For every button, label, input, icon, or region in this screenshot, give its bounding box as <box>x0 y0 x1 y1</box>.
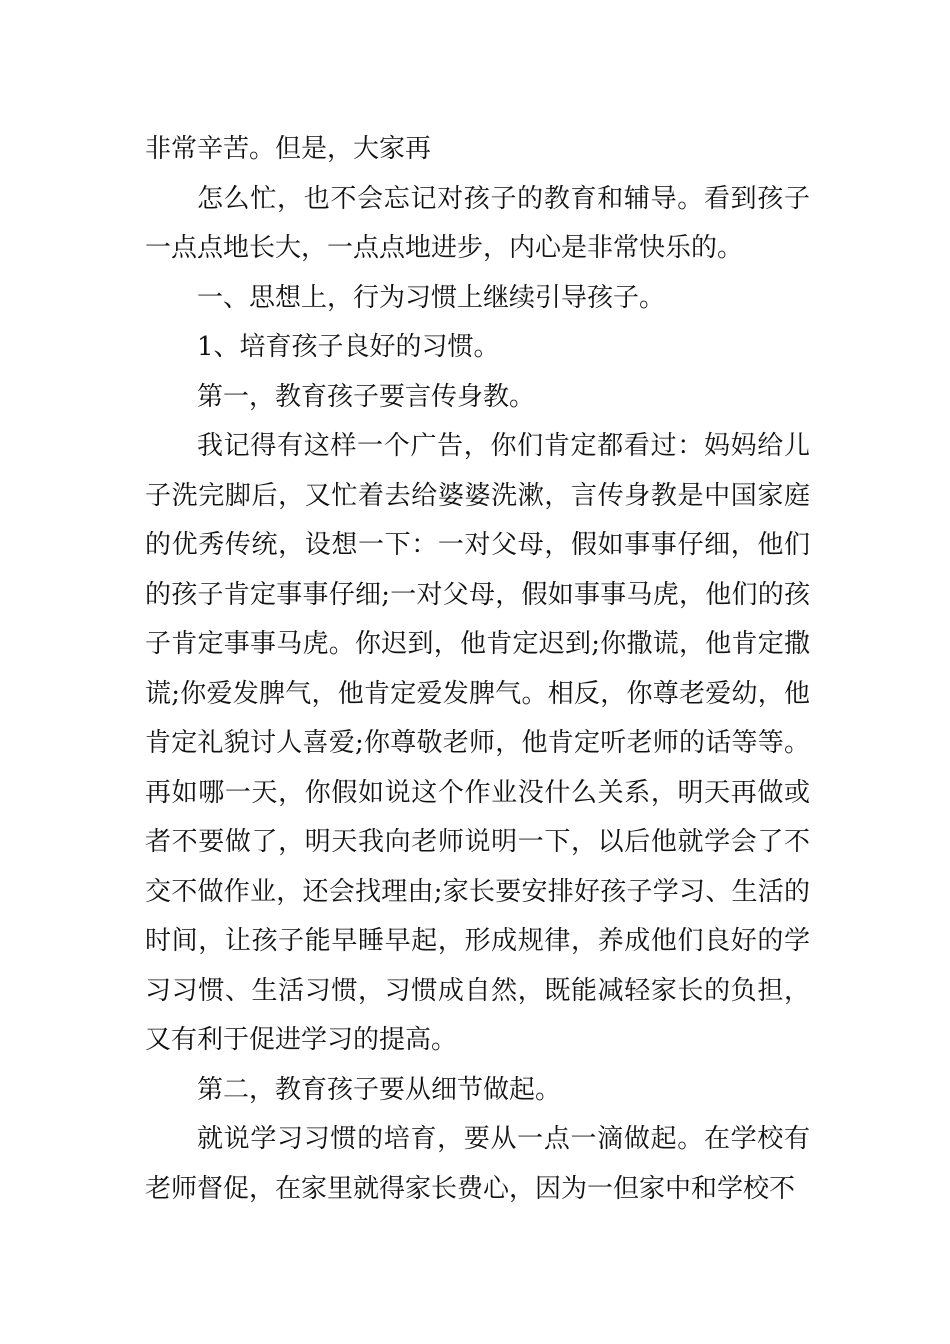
subsection-heading: 1、培育孩子良好的习惯。 <box>197 332 500 362</box>
body-text <box>145 125 810 1214</box>
point-heading: 第一，教育孩子要言传身教。 <box>197 381 536 412</box>
section-heading: 一、思想上，行为习惯上继续引导孩子。 <box>197 282 666 313</box>
paragraph: 我记得有这样一个广告，你们肯定都看过：妈妈给儿子洗完脚后，又忙着去给婆婆洗漱，言传身教是中国家庭的优秀传统，设想一下：一对父母，假如事事仔细，他们的孩子肯定事事仔细;一对父母，假如事事马虎，他们的孩子肯定事事马虎。你迟到，他肯定迟到;你撒谎，他肯定撒谎;你爱发脾气，他肯定爱发脾气。相反，你尊老爱幼，他肯定礼貌讨人喜爱;你尊敬老师，他肯定听老师的话等等。再如哪一天，你假如说这个作业没什么关系，明天再做或者不要做了，明天我向老师说明一下，以后他就学会了不交不做作业，还会找理由;家长要安排好孩子学习、生活的时间，让孩子能早睡早起，形成规律，养成他们良好的学习习惯、生活习惯，习惯成自然，既能减轻家长的负担，又有利于促进学习的提高。 <box>145 431 810 1055</box>
paragraph-continued: 非常辛苦。但是，大家再 <box>145 134 432 164</box>
paragraph: 怎么忙，也不会忘记对孩子的教育和辅导。看到孩子一点点地长大，一点点地进步，内心是非常快乐的。 <box>145 183 810 263</box>
point-heading: 第二，教育孩子要从细节做起。 <box>197 1074 562 1105</box>
paragraph: 就说学习习惯的培育，要从一点一滴做起。在学校有老师督促，在家里就得家长费心，因为一但家中和学校不 <box>145 1124 810 1204</box>
